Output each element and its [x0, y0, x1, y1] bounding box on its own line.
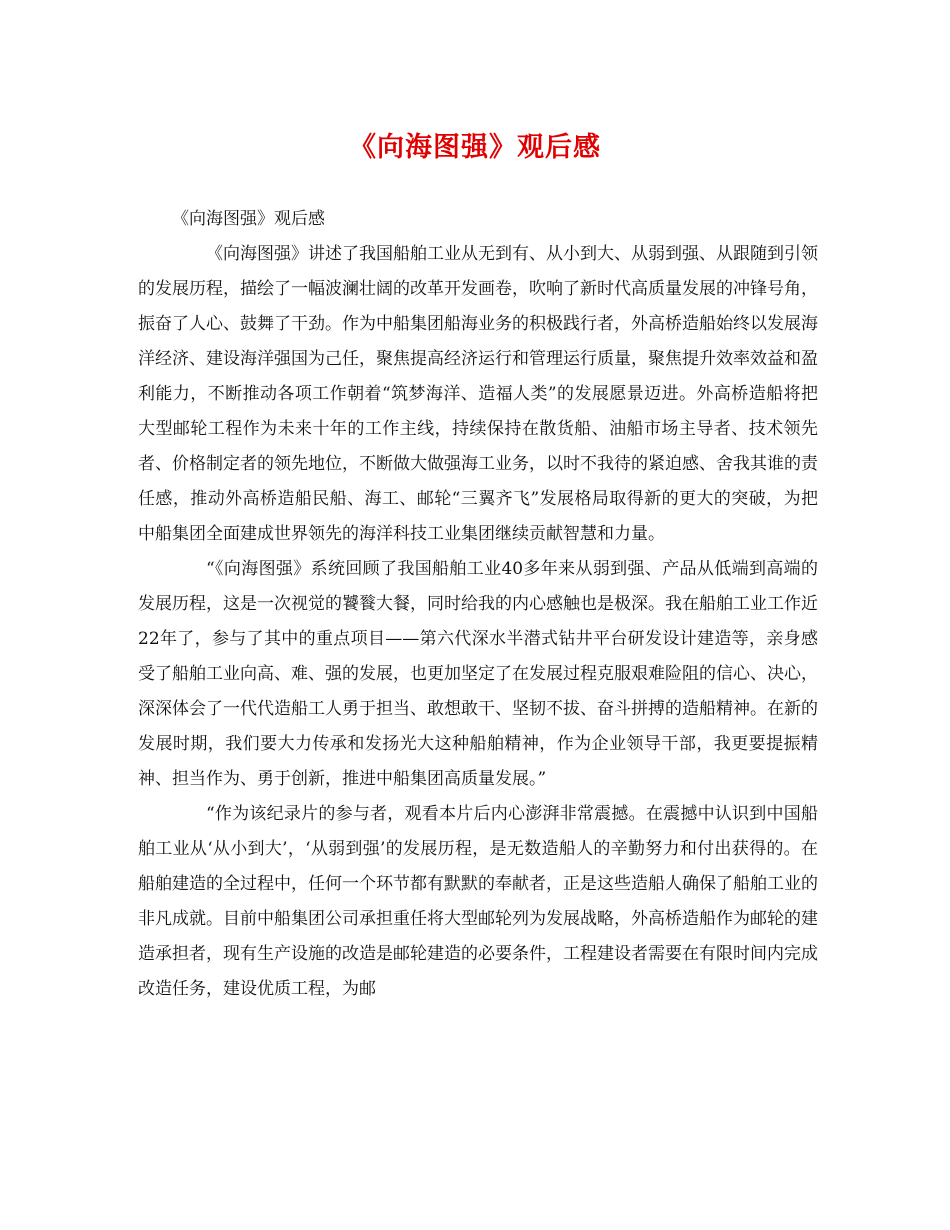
paragraph-2: “《向海图强》系统回顾了我国船舶工业40多年来从弱到强、产品从低端到高端的发展历程，这是一次视觉的饕餮大餐，同时给我的内心感触也是极深。我在船舶工业工作近22年了，参与了其中的重点项目——第六代深水半潜式钻井平台研发设计建造等，亲身感受了船舶工业向高、难、强的发展，也更加坚定了在发展过程克服艰难险阻的信心、决心，深深体会了一代代造船工人勇于担当、敢想敢干、坚韧不拔、奋斗拼搏的造船精神。在新的发展时期，我们要大力传承和发扬光大这种船舶精神，作为企业领导干部，我更要提振精神、担当作为、勇于创新，推进中船集团高质量发展。”	[138, 559, 818, 789]
document-subtitle: 《向海图强》观后感	[172, 209, 325, 229]
paragraph-3: “作为该纪录片的参与者，观看本片后内心澎湃非常震撼。在震撼中认识到中国船舶工业从‘从小到大’，‘从弱到强’的发展历程，是无数造船人的辛勤努力和付出获得的。在船舶建造的全过程中，任何一个环节都有默默的奉献者，正是这些造船人确保了船舶工业的非凡成就。目前中船集团公司承担重任将大型邮轮列为发展战略，外高桥造船作为邮轮的建造承担者，现有生产设施的改造是邮轮建造的必要条件，工程建设者需要在有限时间内完成改造任务，建设优质工程，为邮	[138, 804, 818, 999]
document-title: 《向海图强》观后感	[349, 132, 601, 163]
document-body	[138, 202, 818, 1007]
paragraph-1: 《向海图强》讲述了我国船舶工业从无到有、从小到大、从弱到强、从跟随到引领的发展历程，描绘了一幅波澜壮阔的改革开发画卷，吹响了新时代高质量发展的冲锋号角，振奋了人心、鼓舞了干劲。作为中船集团船海业务的积极践行者，外高桥造船始终以发展海洋经济、建设海洋强国为己任，聚焦提高经济运行和管理运行质量，聚焦提升效率效益和盈利能力，不断推动各项工作朝着“筑梦海洋、造福人类”的发展愿景迈进。外高桥造船将把大型邮轮工程作为未来十年的工作主线，持续保持在散货船、油船市场主导者、技术领先者、价格制定者的领先地位，不断做大做强海工业务，以时不我待的紧迫感、舍我其谁的责任感，推动外高桥造船民船、海工、邮轮“三翼齐飞”发展格局取得新的更大的突破，为把中船集团全面建成世界领先的海洋科技工业集团继续贡献智慧和力量。	[138, 244, 818, 544]
